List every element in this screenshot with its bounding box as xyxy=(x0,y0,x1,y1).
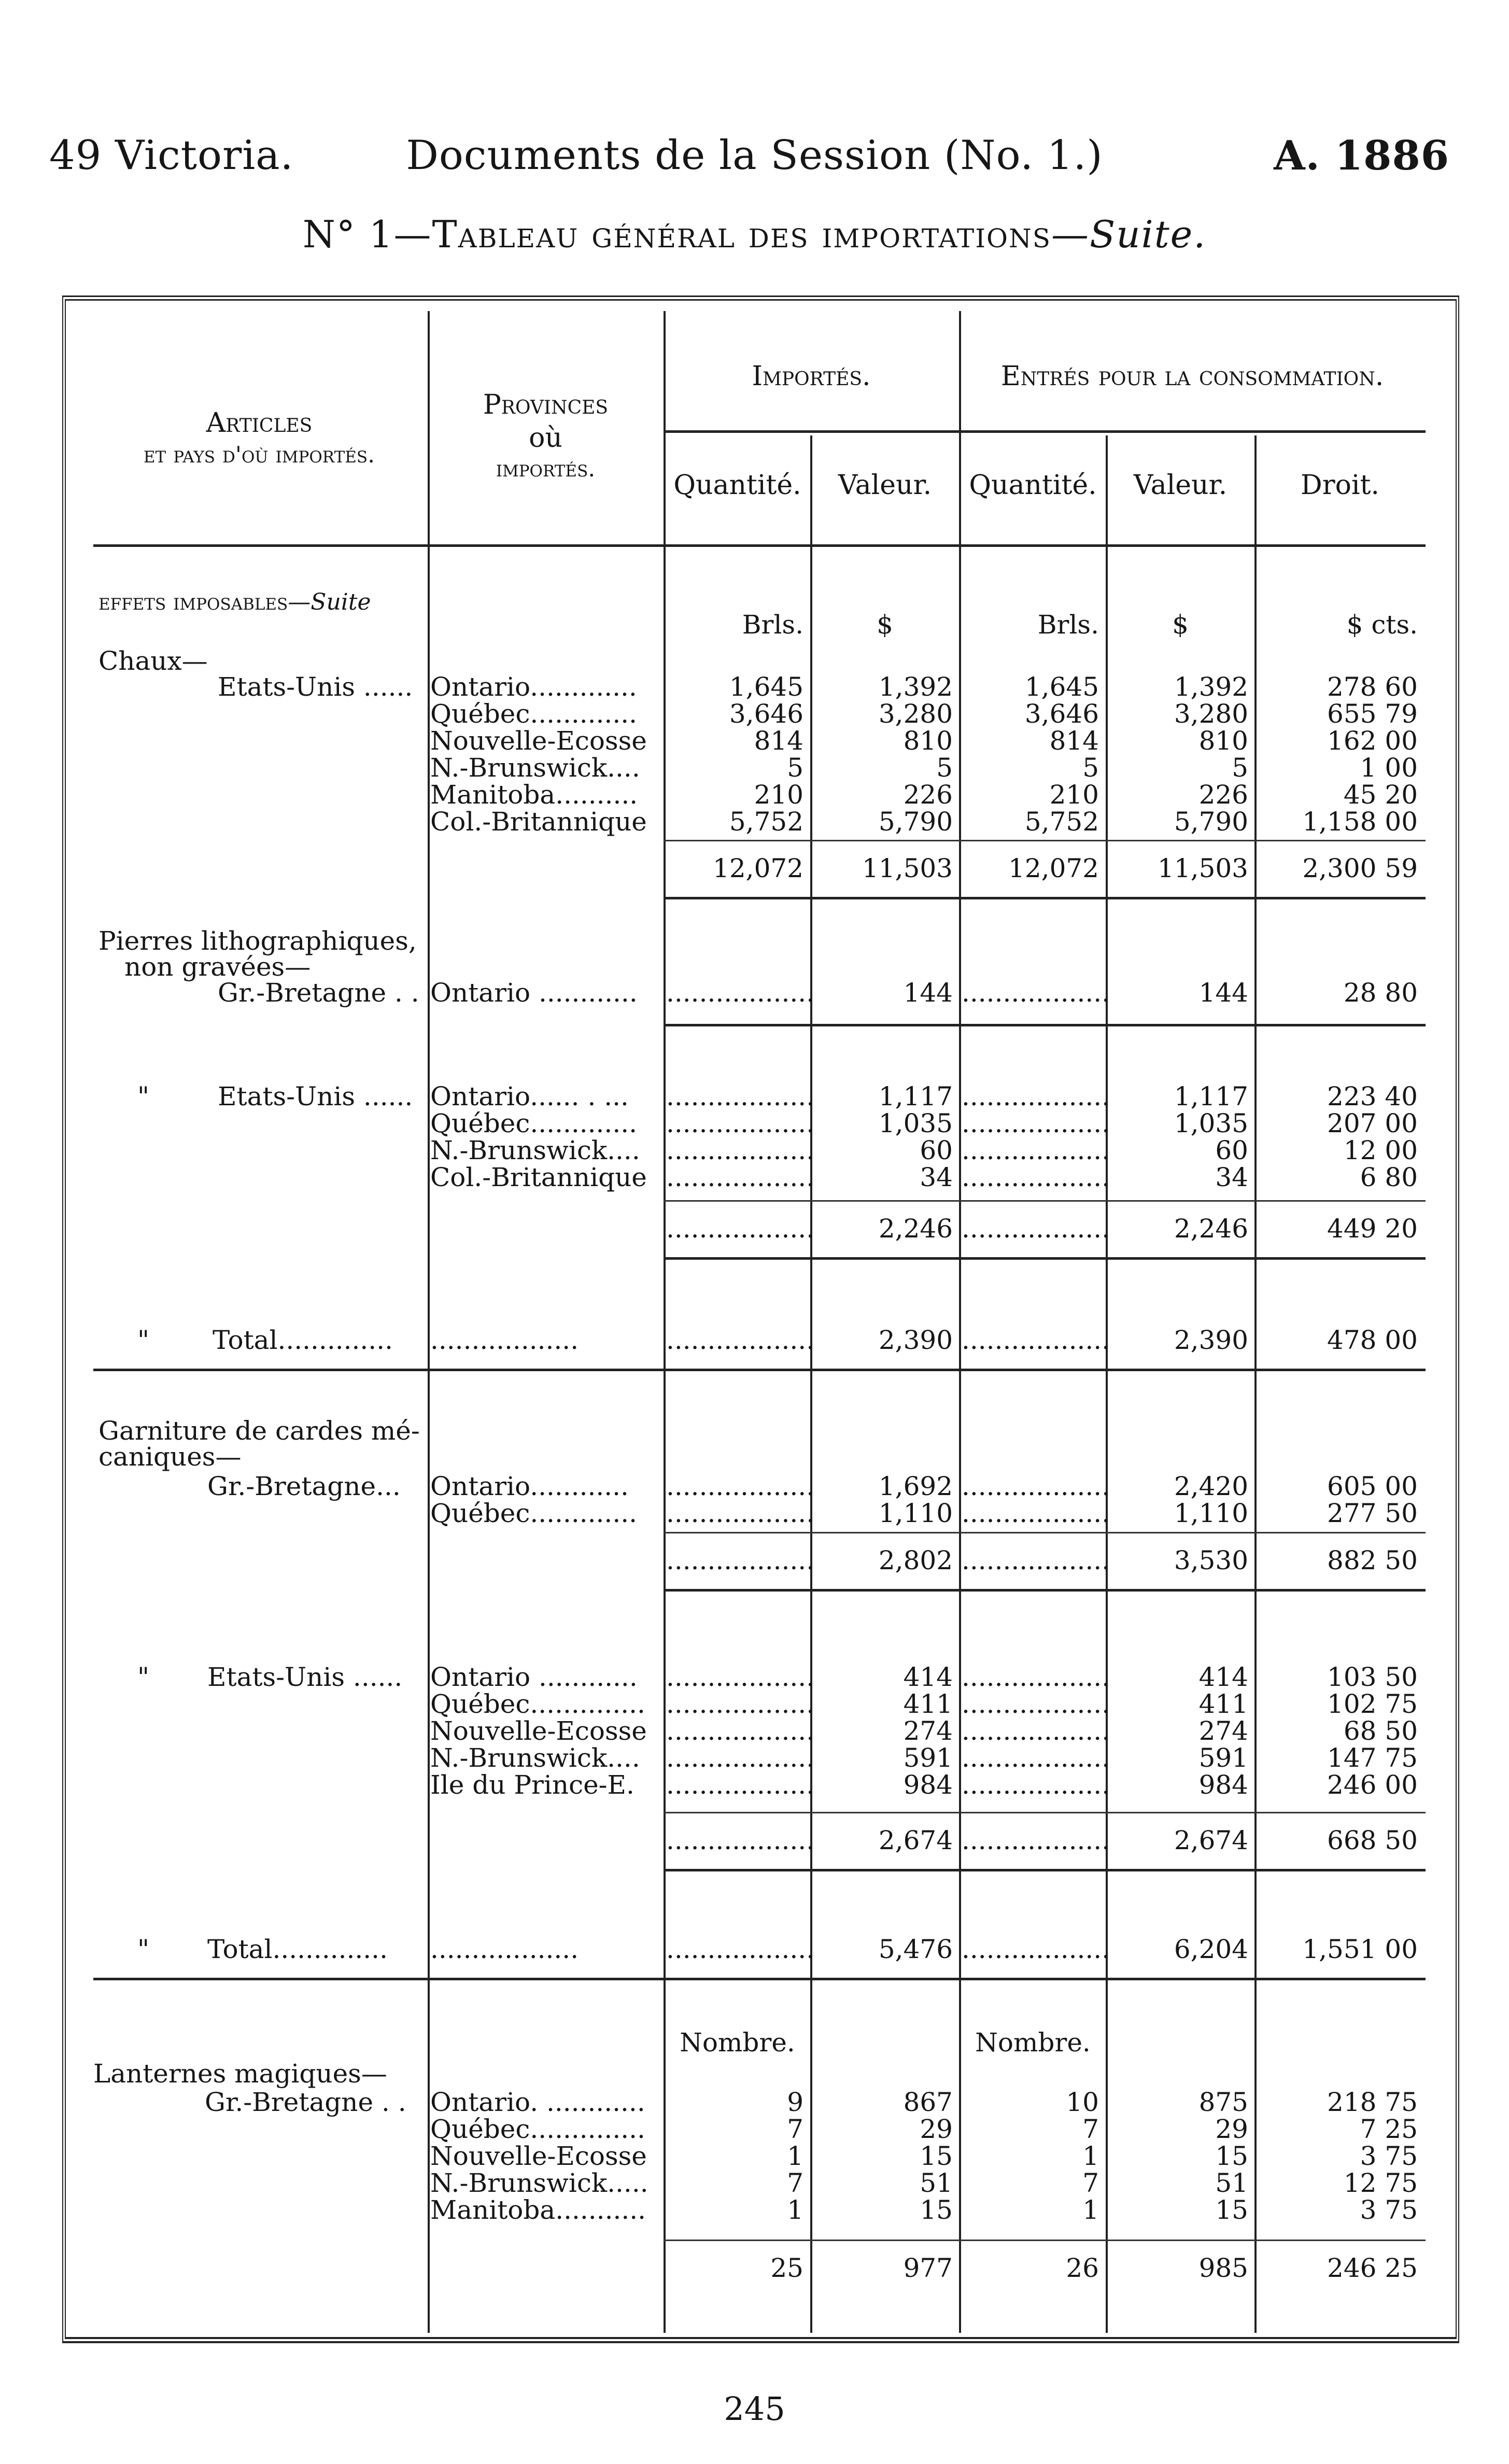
cell-q1: .................. xyxy=(666,1934,815,1964)
cell-d: 12 75 xyxy=(1343,2168,1418,2198)
col-header-valeur-entres: Valeur. xyxy=(1133,470,1228,501)
cell-v1: 1,117 xyxy=(878,1081,953,1111)
cell-q1: 210 xyxy=(754,780,803,810)
origin-label: Etats-Unis ...... xyxy=(218,1081,413,1111)
unit-valeur-entres: $ xyxy=(1172,610,1189,640)
cell-v2: 15 xyxy=(1215,2141,1248,2171)
cell-v2: 34 xyxy=(1215,1162,1248,1192)
cell-q1: .................. xyxy=(666,1081,815,1111)
total-label: Total.............. xyxy=(213,1325,393,1355)
origin-label: Etats-Unis ...... xyxy=(207,1662,403,1692)
group-end-rule xyxy=(664,1024,1426,1026)
cell-v1: 977 xyxy=(903,2253,953,2283)
ditto-mark: " xyxy=(137,1081,149,1111)
cell-q2: .................. xyxy=(962,1934,1110,1964)
article-lanternes: Lanternes magiques— xyxy=(93,2059,387,2089)
cell-v2: 29 xyxy=(1215,2114,1248,2144)
cell-d: 1 00 xyxy=(1360,753,1418,783)
cell-v1: 11,503 xyxy=(862,853,953,883)
cell-v1: 1,110 xyxy=(878,1498,953,1528)
cell-prov: Manitoba.......... xyxy=(430,780,638,810)
cell-d: 223 40 xyxy=(1327,1081,1418,1111)
cell-q1: 25 xyxy=(770,2253,803,2283)
cell-prov: Ile du Prince-E. xyxy=(430,1770,634,1800)
cell-prov: Québec.............. xyxy=(430,2114,645,2144)
cell-v1: 5,476 xyxy=(878,1934,953,1964)
cell-prov: Ontario............. xyxy=(430,672,637,702)
col-header-entres: Entrés pour la consommation. xyxy=(1000,361,1384,392)
cell-d: 68 50 xyxy=(1343,1716,1418,1746)
cell-d: 449 20 xyxy=(1327,1214,1418,1244)
cell-d: 882 50 xyxy=(1327,1545,1418,1575)
cell-v2: 5,790 xyxy=(1174,807,1248,837)
ditto-mark: " xyxy=(137,1934,149,1964)
cell-q1: .................. xyxy=(666,1545,815,1575)
group-end-rule xyxy=(664,1589,1426,1592)
cell-v1: 1,035 xyxy=(878,1108,953,1138)
header-subrule xyxy=(664,430,1426,433)
col-divider-provinces xyxy=(428,311,430,2333)
unit-quantite-entres: Brls. xyxy=(1037,610,1099,640)
running-header-center: Documents de la Session (No. 1.) xyxy=(406,132,1103,179)
cell-q2: .................. xyxy=(962,1081,1110,1111)
cell-q2: 210 xyxy=(1049,780,1099,810)
cell-q2: 3,646 xyxy=(1024,699,1099,729)
unit-droit: $ cts. xyxy=(1346,610,1418,640)
cell-d: 102 75 xyxy=(1327,1689,1418,1719)
cell-q1: .................. xyxy=(666,978,815,1008)
cell-q1: .................. xyxy=(666,1214,815,1244)
cell-prov: Manitoba........... xyxy=(430,2195,646,2225)
col-divider-valeur2 xyxy=(1106,435,1108,2333)
title-main: Tableau général des importations xyxy=(432,213,1051,256)
cell-q1: .................. xyxy=(666,1135,815,1165)
cell-q2: .................. xyxy=(962,1498,1110,1528)
cell-v1: 3,280 xyxy=(878,699,953,729)
cell-v2: 51 xyxy=(1215,2168,1248,2198)
col-divider-importes xyxy=(664,311,666,2333)
cell-q1: .................. xyxy=(666,1108,815,1138)
cell-v2: 2,674 xyxy=(1174,1825,1248,1855)
cell-v2: 1,392 xyxy=(1174,672,1248,702)
cell-d: 28 80 xyxy=(1343,978,1418,1008)
cell-v2: 984 xyxy=(1198,1770,1248,1800)
cell-prov: N.-Brunswick.... xyxy=(430,1743,640,1773)
cell-prov: Québec............. xyxy=(430,1108,637,1138)
cell-q2: 814 xyxy=(1049,726,1099,756)
cell-prov: Ontario...... . ... xyxy=(430,1081,629,1111)
section-end-rule xyxy=(93,1978,1426,1980)
cell-v1: 144 xyxy=(903,978,953,1008)
cell-prov: .................. xyxy=(430,1325,579,1355)
cell-q2: .................. xyxy=(962,1325,1110,1355)
cell-prov: N.-Brunswick.... xyxy=(430,753,640,783)
title-prefix: N° 1— xyxy=(302,213,432,256)
col-header-quantite-importes: Quantité. xyxy=(673,470,801,501)
cell-d: 218 75 xyxy=(1327,2087,1418,2117)
cell-q2: 12,072 xyxy=(1008,853,1099,883)
subtotal-rule xyxy=(664,2240,1426,2241)
section-label: effets imposables—Suite xyxy=(98,589,371,615)
cell-v1: 411 xyxy=(903,1689,953,1719)
origin-label: Gr.-Bretagne... xyxy=(207,1471,401,1501)
cell-prov: Ontario ............ xyxy=(430,978,638,1008)
cell-q2: 5 xyxy=(1082,753,1099,783)
cell-q1: 5 xyxy=(787,753,803,783)
cell-prov: Québec............. xyxy=(430,699,637,729)
cell-prov: Québec.............. xyxy=(430,1689,645,1719)
cell-q2: .................. xyxy=(962,1108,1110,1138)
cell-q2: .................. xyxy=(962,1135,1110,1165)
cell-q1: 12,072 xyxy=(713,853,803,883)
cell-v2: 1,035 xyxy=(1174,1108,1248,1138)
cell-prov: Ontario ............ xyxy=(430,1662,638,1692)
cell-prov: N.-Brunswick.... xyxy=(430,1135,640,1165)
cell-q1: .................. xyxy=(666,1471,815,1501)
cell-v1: 2,674 xyxy=(878,1825,953,1855)
cell-q1: 1,645 xyxy=(729,672,803,702)
article-chaux: Chaux— xyxy=(98,646,208,676)
cell-d: 3 75 xyxy=(1360,2141,1418,2171)
cell-d: 45 20 xyxy=(1343,780,1418,810)
cell-q2: 1 xyxy=(1082,2141,1099,2171)
cell-q2: 10 xyxy=(1066,2087,1099,2117)
cell-q2: .................. xyxy=(962,1825,1110,1855)
article-pierres-line1: Pierres lithographiques, xyxy=(98,926,417,956)
origin-label: Gr.-Bretagne . . xyxy=(218,978,419,1008)
cell-v1: 5,790 xyxy=(878,807,953,837)
cell-q1: 5,752 xyxy=(729,807,803,837)
cell-v1: 60 xyxy=(920,1135,953,1165)
group-end-rule xyxy=(664,1257,1426,1260)
cell-prov: Ontario............ xyxy=(430,1471,629,1501)
cell-d: 3 75 xyxy=(1360,2195,1418,2225)
article-pierres-line2: non gravées— xyxy=(124,952,311,982)
ditto-mark: " xyxy=(137,1325,149,1355)
cell-q2: .................. xyxy=(962,978,1110,1008)
table-title xyxy=(0,213,1509,256)
cell-v2: 411 xyxy=(1198,1689,1248,1719)
cell-d: 103 50 xyxy=(1327,1662,1418,1692)
header-bottom-rule xyxy=(93,544,1426,547)
cell-v2: 3,280 xyxy=(1174,699,1248,729)
subtotal-rule xyxy=(664,840,1426,841)
col-divider-entres xyxy=(959,311,961,2333)
cell-v2: 15 xyxy=(1215,2195,1248,2225)
cell-d: 6 80 xyxy=(1360,1162,1418,1192)
cell-v1: 1,692 xyxy=(878,1471,953,1501)
cell-v1: 810 xyxy=(903,726,953,756)
cell-v2: 810 xyxy=(1198,726,1248,756)
cell-v1: 274 xyxy=(903,1716,953,1746)
cell-v1: 867 xyxy=(903,2087,953,2117)
title-suffix: —Suite. xyxy=(1051,213,1207,256)
cell-d: 605 00 xyxy=(1327,1471,1418,1501)
cell-q2: .................. xyxy=(962,1743,1110,1773)
cell-v1: 15 xyxy=(920,2141,953,2171)
subtotal-rule xyxy=(664,1200,1426,1202)
cell-prov: Col.-Britannique xyxy=(430,807,647,837)
cell-d: 207 00 xyxy=(1327,1108,1418,1138)
col-header-quantite-entres: Quantité. xyxy=(969,470,1097,501)
article-garniture-line1: Garniture de cardes mé- xyxy=(98,1416,420,1446)
cell-v2: 5 xyxy=(1232,753,1248,783)
total-label: Total.............. xyxy=(207,1934,388,1964)
cell-v1: 984 xyxy=(903,1770,953,1800)
cell-q2: .................. xyxy=(962,1662,1110,1692)
cell-v2: 274 xyxy=(1198,1716,1248,1746)
cell-v1: 2,802 xyxy=(878,1545,953,1575)
cell-v2: 875 xyxy=(1198,2087,1248,2117)
group-end-rule xyxy=(664,897,1426,899)
cell-v1: 591 xyxy=(903,1743,953,1773)
cell-v1: 226 xyxy=(903,780,953,810)
cell-v2: 414 xyxy=(1198,1662,1248,1692)
cell-q2: .................. xyxy=(962,1162,1110,1192)
cell-q1: .................. xyxy=(666,1498,815,1528)
cell-d: 246 00 xyxy=(1327,1770,1418,1800)
cell-q2: .................. xyxy=(962,1545,1110,1575)
ditto-mark: " xyxy=(137,1662,149,1692)
subtotal-rule xyxy=(664,1532,1426,1533)
cell-q2: .................. xyxy=(962,1770,1110,1800)
cell-q1: .................. xyxy=(666,1743,815,1773)
origin-label: Gr.-Bretagne . . xyxy=(205,2087,406,2117)
cell-v2: 3,530 xyxy=(1174,1545,1248,1575)
col-header-droit: Droit. xyxy=(1301,470,1379,501)
cell-v2: 1,110 xyxy=(1174,1498,1248,1528)
cell-prov: N.-Brunswick..... xyxy=(430,2168,648,2198)
cell-d: 668 50 xyxy=(1327,1825,1418,1855)
cell-v1: 5 xyxy=(936,753,953,783)
cell-d: 12 00 xyxy=(1343,1135,1418,1165)
cell-q2: .................. xyxy=(962,1716,1110,1746)
cell-d: 1,158 00 xyxy=(1302,807,1418,837)
cell-q2: 1 xyxy=(1082,2195,1099,2225)
cell-v1: 2,390 xyxy=(878,1325,953,1355)
cell-v2: 2,420 xyxy=(1174,1471,1248,1501)
cell-d: 277 50 xyxy=(1327,1498,1418,1528)
cell-d: 278 60 xyxy=(1327,672,1418,702)
cell-q1: 9 xyxy=(787,2087,803,2117)
cell-prov: Nouvelle-Ecosse xyxy=(430,1716,647,1746)
cell-q1: 3,646 xyxy=(729,699,803,729)
cell-q1: 7 xyxy=(787,2114,803,2144)
cell-q2: .................. xyxy=(962,1471,1110,1501)
cell-v2: 226 xyxy=(1198,780,1248,810)
cell-q2: 5,752 xyxy=(1024,807,1099,837)
cell-q2: 1,645 xyxy=(1024,672,1099,702)
cell-q2: 7 xyxy=(1082,2114,1099,2144)
cell-q1: 814 xyxy=(754,726,803,756)
cell-d: 478 00 xyxy=(1327,1325,1418,1355)
cell-q2: 7 xyxy=(1082,2168,1099,2198)
cell-q2: .................. xyxy=(962,1214,1110,1244)
cell-v1: 29 xyxy=(920,2114,953,2144)
col-header-articles: Articles et pays d'où importés. xyxy=(143,407,375,468)
cell-q1: .................. xyxy=(666,1689,815,1719)
cell-d: 1,551 00 xyxy=(1302,1934,1418,1964)
cell-prov: Col.-Britannique xyxy=(430,1162,647,1192)
cell-q1: 7 xyxy=(787,2168,803,2198)
cell-v1: 34 xyxy=(920,1162,953,1192)
article-garniture-line2: caniques— xyxy=(98,1442,242,1472)
cell-q2: 26 xyxy=(1066,2253,1099,2283)
cell-v2: 60 xyxy=(1215,1135,1248,1165)
cell-prov: Québec............. xyxy=(430,1498,637,1528)
col-divider-droit xyxy=(1254,435,1257,2333)
unit-nombre-entres: Nombre. xyxy=(975,2027,1091,2058)
cell-v2: 2,246 xyxy=(1174,1214,1248,1244)
section-end-rule xyxy=(93,1369,1426,1371)
cell-q1: .................. xyxy=(666,1162,815,1192)
cell-v2: 1,117 xyxy=(1174,1081,1248,1111)
cell-q1: 1 xyxy=(787,2141,803,2171)
group-end-rule xyxy=(664,1869,1426,1871)
cell-q2: .................. xyxy=(962,1689,1110,1719)
cell-d: 655 79 xyxy=(1327,699,1418,729)
cell-v2: 591 xyxy=(1198,1743,1248,1773)
col-header-valeur-importes: Valeur. xyxy=(838,470,932,501)
cell-prov: Nouvelle-Ecosse xyxy=(430,726,647,756)
cell-prov: Nouvelle-Ecosse xyxy=(430,2141,647,2171)
running-header-right: A. 1886 xyxy=(1274,132,1449,179)
cell-v1: 1,392 xyxy=(878,672,953,702)
col-divider-valeur1 xyxy=(810,435,812,2333)
cell-v1: 15 xyxy=(920,2195,953,2225)
cell-q1: 1 xyxy=(787,2195,803,2225)
running-header-left: 49 Victoria. xyxy=(49,132,294,179)
cell-q1: .................. xyxy=(666,1325,815,1355)
origin-label: Etats-Unis ...... xyxy=(218,672,413,702)
cell-d: 2,300 59 xyxy=(1302,853,1418,883)
cell-v2: 144 xyxy=(1198,978,1248,1008)
cell-d: 246 25 xyxy=(1327,2253,1418,2283)
cell-v2: 2,390 xyxy=(1174,1325,1248,1355)
col-header-provinces: Provinces où importés. xyxy=(483,389,609,482)
cell-d: 7 25 xyxy=(1360,2114,1418,2144)
cell-q1: .................. xyxy=(666,1825,815,1855)
cell-prov: Ontario. ............ xyxy=(430,2087,645,2117)
cell-d: 162 00 xyxy=(1327,726,1418,756)
unit-valeur-importes: $ xyxy=(877,610,893,640)
unit-nombre-importes: Nombre. xyxy=(680,2027,795,2058)
cell-v2: 11,503 xyxy=(1158,853,1248,883)
cell-d: 147 75 xyxy=(1327,1743,1418,1773)
subtotal-rule xyxy=(664,1812,1426,1813)
unit-quantite-importes: Brls. xyxy=(742,610,803,640)
cell-v1: 2,246 xyxy=(878,1214,953,1244)
cell-prov: .................. xyxy=(430,1934,579,1964)
cell-v2: 6,204 xyxy=(1174,1934,1248,1964)
page-number: 245 xyxy=(724,2390,785,2428)
cell-v1: 51 xyxy=(920,2168,953,2198)
cell-v1: 414 xyxy=(903,1662,953,1692)
col-header-importes: Importés. xyxy=(752,361,871,392)
cell-q1: .................. xyxy=(666,1716,815,1746)
cell-q1: .................. xyxy=(666,1662,815,1692)
cell-v2: 985 xyxy=(1198,2253,1248,2283)
cell-q1: .................. xyxy=(666,1770,815,1800)
